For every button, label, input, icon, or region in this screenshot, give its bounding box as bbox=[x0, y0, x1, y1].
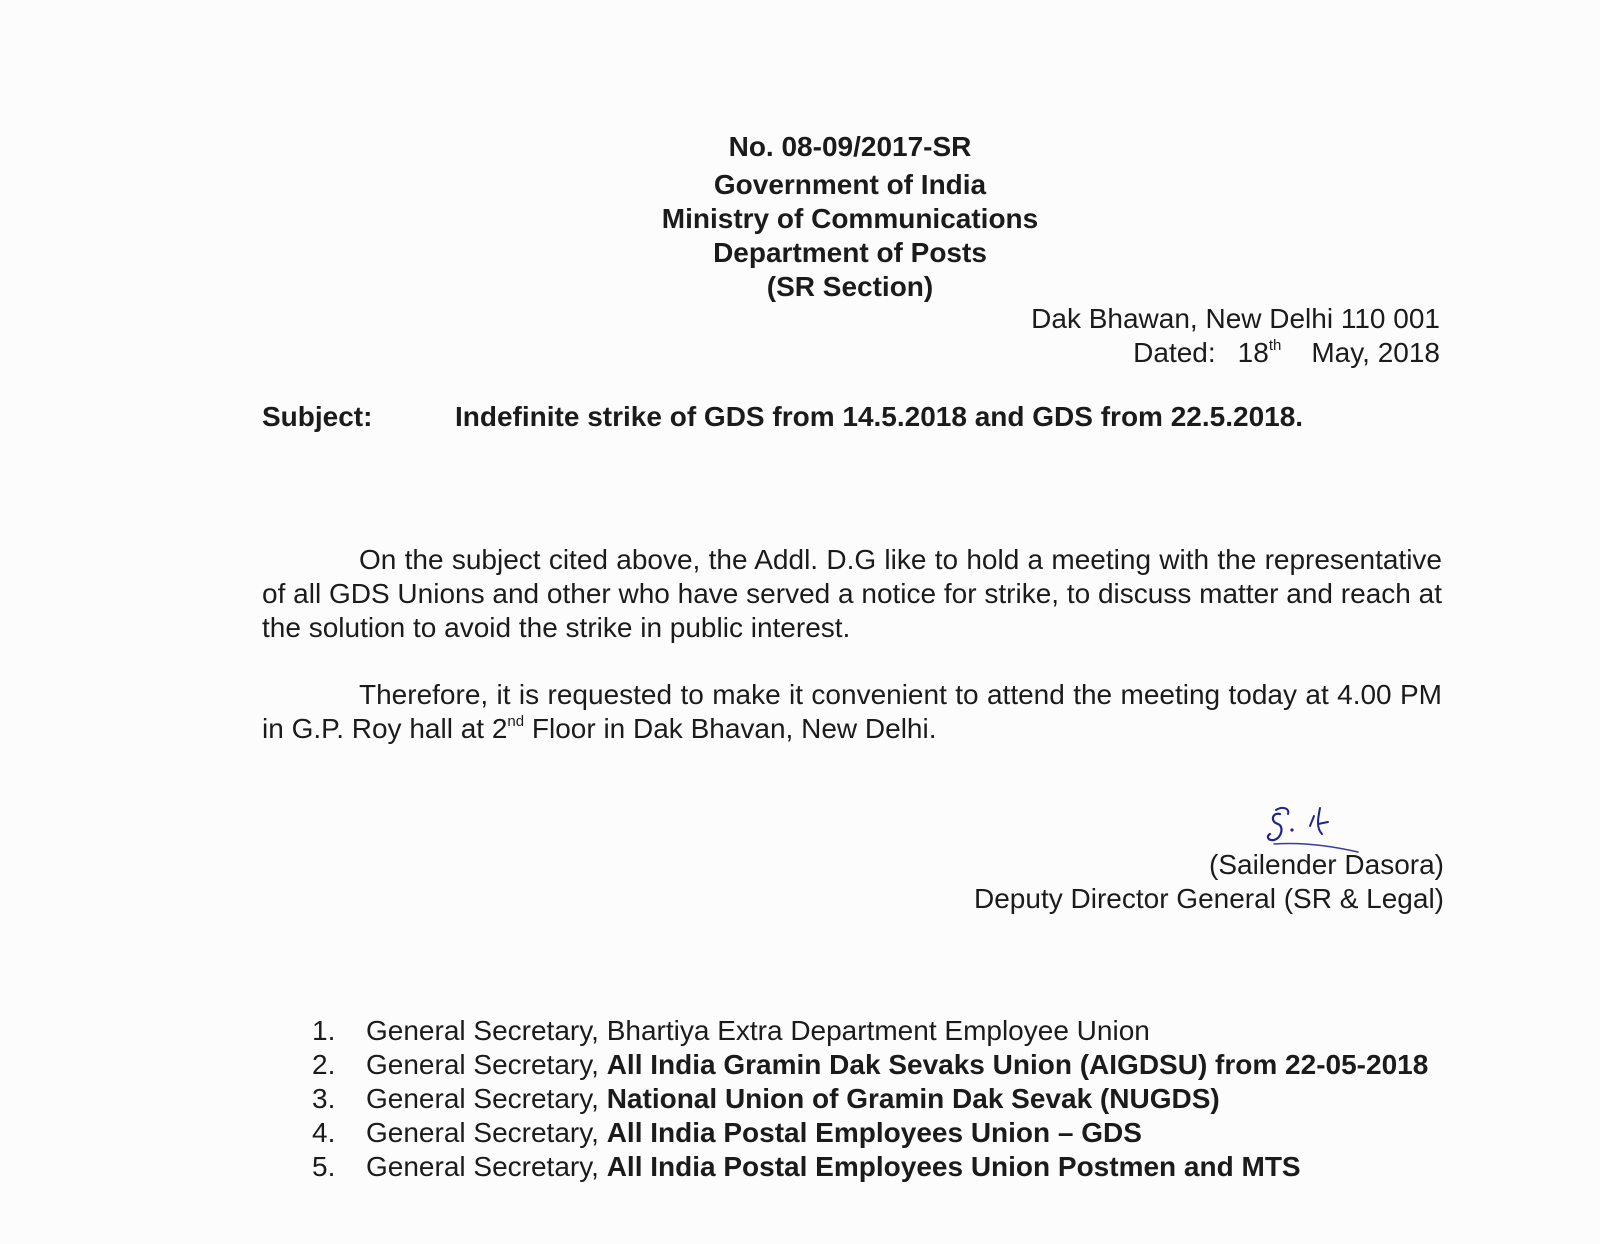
subject-text: Indefinite strike of GDS from 14.5.2018 and GDS from 22.5.2018. bbox=[455, 401, 1304, 432]
recipient-prefix: General Secretary, bbox=[366, 1117, 607, 1148]
recipient-prefix: General Secretary, bbox=[366, 1083, 607, 1114]
recipient-organisation: National Union of Gramin Dak Sevak (NUGDS) bbox=[606, 1083, 1220, 1114]
list-item bbox=[312, 1116, 1452, 1150]
header-government: Government of India bbox=[713, 169, 987, 200]
recipient-organisation: All India Postal Employees Union – GDS bbox=[606, 1117, 1142, 1148]
signatory-block bbox=[974, 848, 1444, 916]
list-item-number: 2. bbox=[312, 1049, 336, 1080]
signatory-designation: Deputy Director General (SR & Legal) bbox=[974, 883, 1444, 914]
recipient-prefix: General Secretary, bbox=[366, 1049, 607, 1080]
list-item-number: 3. bbox=[312, 1083, 336, 1114]
reference-number: No. 08-09/2017-SR bbox=[728, 131, 972, 162]
list-item bbox=[312, 1082, 1452, 1116]
dated-day-suffix: th bbox=[1268, 337, 1282, 354]
header-section: (SR Section) bbox=[766, 271, 934, 302]
body-paragraph-1: On the subject cited above, the Addl. D.G like to hold a meeting with the representative of all GDS Unions and other who have served a notice for strike, to discuss matter and reach at the solution to avoid the strike in public interest. bbox=[262, 544, 1442, 643]
letter-header bbox=[560, 130, 1140, 304]
list-item-number: 4. bbox=[312, 1117, 336, 1148]
subject-line bbox=[262, 400, 1303, 434]
list-item bbox=[312, 1014, 1452, 1048]
header-ministry: Ministry of Communications bbox=[661, 203, 1039, 234]
floor-suffix: nd bbox=[507, 713, 525, 730]
dated-month-year: May, 2018 bbox=[1311, 337, 1440, 368]
recipient-organisation: All India Postal Employees Union Postmen and MTS bbox=[606, 1151, 1301, 1182]
list-item bbox=[312, 1048, 1452, 1082]
recipient-organisation: All India Gramin Dak Sevaks Union (AIGDSU) from 22-05-2018 bbox=[606, 1049, 1429, 1080]
header-department: Department of Posts bbox=[713, 237, 987, 268]
signatory-name: (Sailender Dasora) bbox=[1209, 849, 1444, 880]
list-item bbox=[312, 1150, 1452, 1184]
list-item-number: 1. bbox=[312, 1015, 336, 1046]
body-paragraph-2 bbox=[262, 678, 1442, 746]
office-address: Dak Bhawan, New Delhi 110 001 bbox=[1031, 303, 1440, 334]
paragraph-2-text-b: Floor in Dak Bhavan, New Delhi. bbox=[524, 713, 937, 744]
date-line bbox=[1031, 336, 1440, 370]
recipient-list bbox=[312, 1014, 1452, 1184]
list-item-number: 5. bbox=[312, 1151, 336, 1182]
recipient-prefix: General Secretary, Bhartiya Extra Department Employee Union bbox=[366, 1015, 1150, 1046]
address-block bbox=[1031, 302, 1440, 370]
recipient-prefix: General Secretary, bbox=[366, 1151, 607, 1182]
subject-label: Subject: bbox=[262, 401, 373, 432]
dated-label: Dated: bbox=[1133, 337, 1216, 368]
paragraph-2-text-a: Therefore, it is requested to make it convenient to attend the meeting today at 4.00 PM in G.P. Roy hall at 2 bbox=[262, 679, 1442, 744]
dated-day: 18 bbox=[1237, 337, 1269, 368]
